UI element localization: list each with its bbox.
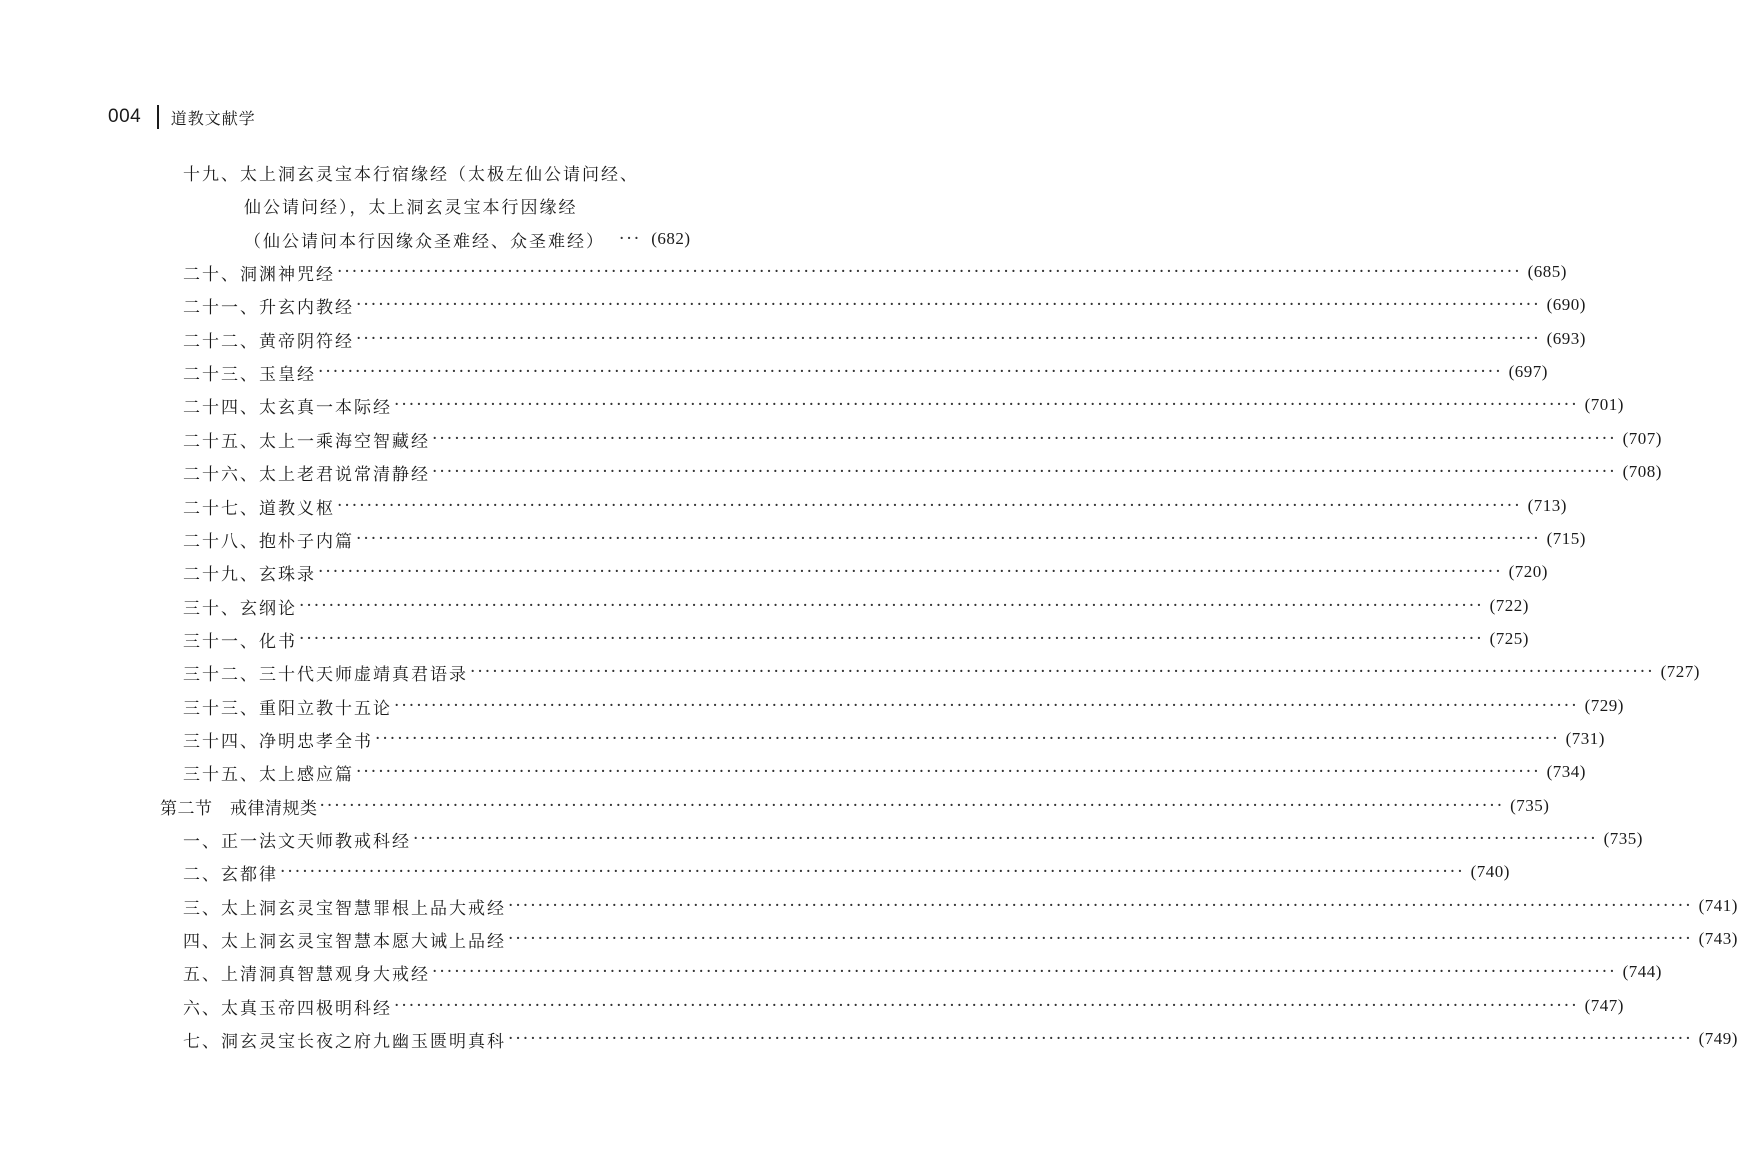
leader-dots: ································································································································································ — [508, 929, 1693, 949]
page-ref: (715) — [1546, 529, 1586, 548]
page-ref: (743) — [1698, 929, 1738, 948]
page-ref: (707) — [1622, 429, 1662, 448]
page-ref: (740) — [1470, 862, 1510, 881]
leader-dots: ································································································································································ — [470, 662, 1655, 682]
entry-title: 四、太上洞玄灵宝智慧本愿大诫上品经 — [183, 931, 506, 952]
entry-title: 二十七、道教义枢 — [183, 498, 335, 519]
entry-title: 七、洞玄灵宝长夜之府九幽玉匮明真科 — [183, 1031, 506, 1052]
entry-line — [183, 424, 1662, 454]
page-number: 004 — [108, 106, 142, 127]
entry-line — [183, 991, 1624, 1021]
leader-dots: ································································································································································ — [508, 896, 1693, 916]
entry-line — [183, 257, 1567, 287]
leader-dots: ································································································································································ — [299, 629, 1484, 649]
entry-title: 二十九、玄珠录 — [183, 564, 316, 585]
entry-title: 十九、太上洞玄灵宝本行宿缘经（太极左仙公请问经、 — [183, 164, 639, 185]
entry-line — [183, 691, 1624, 721]
leader-dots: ································································································································································ — [356, 529, 1541, 549]
entry-title: 二十三、玉皇经 — [183, 364, 316, 385]
page-ref: (682) — [651, 229, 691, 248]
entry-line — [183, 290, 1586, 320]
page-ref: (722) — [1489, 596, 1529, 615]
leader-dots: ································································································································································ — [394, 395, 1579, 415]
page-ref: (685) — [1527, 262, 1567, 281]
page-ref: (725) — [1489, 629, 1529, 648]
page-ref: (749) — [1698, 1029, 1738, 1048]
entry-line — [183, 757, 1586, 787]
entry-title: 三、太上洞玄灵宝智慧罪根上品大戒经 — [183, 898, 506, 919]
leader-dots: ································································································································································ — [337, 496, 1522, 516]
entry-line — [183, 390, 1624, 420]
page-ref: (735) — [1603, 829, 1643, 848]
book-title: 道教文献学 — [170, 108, 256, 128]
entry-line — [183, 857, 1510, 887]
leader-dots: ··· — [619, 229, 642, 249]
page-ref: (693) — [1546, 329, 1586, 348]
entry-line — [183, 357, 1548, 387]
entry-title: 二十六、太上老君说常清静经 — [183, 464, 430, 485]
entry-line — [183, 1024, 1738, 1054]
page-ref: (741) — [1698, 896, 1738, 915]
entry-title: 二、玄都律 — [183, 864, 278, 885]
entry-title: 二十五、太上一乘海空智藏经 — [183, 431, 430, 452]
page-ref: (701) — [1584, 395, 1624, 414]
leader-dots: ································································································································································ — [508, 1029, 1693, 1049]
entry-title: 二十二、黄帝阴符经 — [183, 331, 354, 352]
entry-line — [244, 190, 706, 220]
page-ref: (720) — [1508, 562, 1548, 581]
entry-line — [183, 657, 1700, 687]
leader-dots: ································································································································································ — [356, 295, 1541, 315]
entry-title: 三十三、重阳立教十五论 — [183, 698, 392, 719]
running-header — [108, 104, 256, 130]
entry-title: 三十五、太上感应篇 — [183, 764, 354, 785]
entry-title: 二十四、太玄真一本际经 — [183, 397, 392, 418]
leader-dots: ································································································································································ — [432, 429, 1617, 449]
header-divider — [157, 105, 159, 129]
entry-line — [183, 591, 1529, 621]
entry-line — [183, 957, 1662, 987]
entry-title: 二十、洞渊神咒经 — [183, 264, 335, 285]
page-ref: (735) — [1510, 796, 1550, 815]
entry-title: 五、上清洞真智慧观身大戒经 — [183, 964, 430, 985]
page-ref: (690) — [1546, 295, 1586, 314]
entry-title: 一、正一法文天师教戒科经 — [183, 831, 411, 852]
page-ref: (708) — [1622, 462, 1662, 481]
entry-title: 二十一、升玄内教经 — [183, 297, 354, 318]
page-ref: (731) — [1565, 729, 1605, 748]
entry-title: 三十四、净明忠孝全书 — [183, 731, 373, 752]
entry-title: 三十一、化书 — [183, 631, 297, 652]
leader-dots: ································································································································································ — [318, 562, 1503, 582]
leader-dots: ································································································································································ — [432, 962, 1617, 982]
entry-title: 三十二、三十代天师虚靖真君语录 — [183, 664, 468, 685]
leader-dots: ································································································································································ — [375, 729, 1560, 749]
page-ref: (744) — [1622, 962, 1662, 981]
page-ref: (697) — [1508, 362, 1548, 381]
page-ref: (729) — [1584, 696, 1624, 715]
entry-line — [183, 524, 1586, 554]
entry-line — [183, 924, 1738, 954]
leader-dots: ································································································································································ — [280, 862, 1465, 882]
leader-dots: ································································································································································ — [432, 462, 1617, 482]
entry-line — [183, 157, 706, 187]
page-ref: (734) — [1546, 762, 1586, 781]
entry-title: 第二节 戒律清规类 — [160, 798, 318, 819]
leader-dots: ································································································································································ — [318, 362, 1503, 382]
entry-line — [183, 324, 1586, 354]
page-ref: (727) — [1660, 662, 1700, 681]
entry-line — [183, 891, 1738, 921]
entry-line — [183, 457, 1662, 487]
leader-dots: ································································································································································ — [299, 596, 1484, 616]
entry-line — [183, 624, 1529, 654]
entry-title: 三十、玄纲论 — [183, 598, 297, 619]
leader-dots: ································································································································································ — [394, 696, 1579, 716]
entry-line — [183, 724, 1605, 754]
page-ref: (747) — [1584, 996, 1624, 1015]
entry-line — [183, 491, 1567, 521]
entry-line — [183, 824, 1643, 854]
entry-line — [183, 557, 1548, 587]
leader-dots: ································································································································································ — [413, 829, 1598, 849]
leader-dots: ································································································································································ — [319, 796, 1505, 816]
entry-line — [244, 224, 706, 254]
page-ref: (713) — [1527, 496, 1567, 515]
entry-title: 六、太真玉帝四极明科经 — [183, 998, 392, 1019]
entry-title: 二十八、抱朴子内篇 — [183, 531, 354, 552]
leader-dots: ································································································································································ — [394, 996, 1579, 1016]
entry-title-continued: 仙公请问经），太上洞玄灵宝本行因缘经 — [244, 197, 578, 218]
leader-dots: ································································································································································ — [356, 329, 1541, 349]
entry-title-continued: （仙公请问本行因缘众圣难经、众圣难经） — [244, 231, 605, 252]
leader-dots: ································································································································································ — [356, 762, 1541, 782]
leader-dots: ································································································································································ — [337, 262, 1522, 282]
entry-line — [160, 791, 1550, 821]
